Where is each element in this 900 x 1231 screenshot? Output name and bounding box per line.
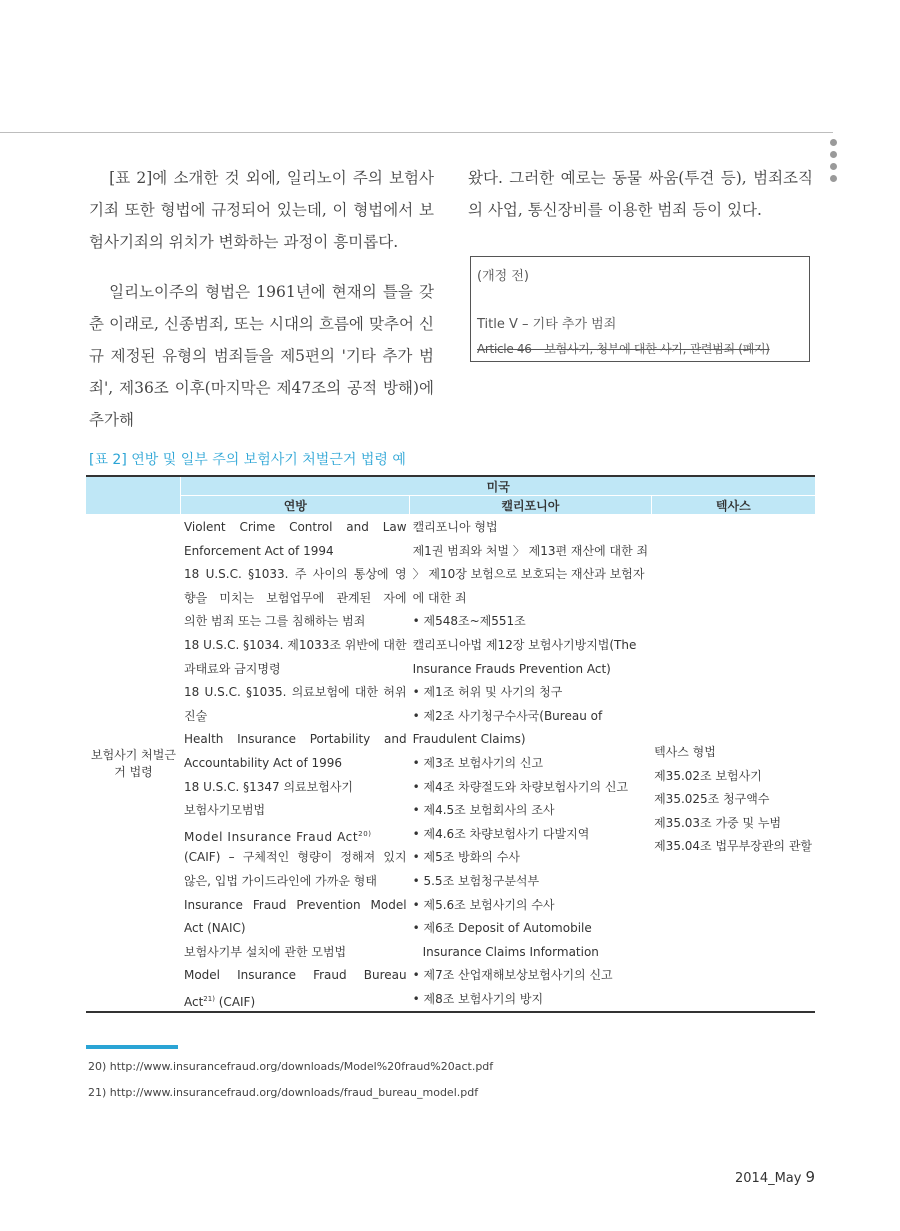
federal-line-sup [184, 823, 407, 847]
federal-line: Act (NAIC) [183, 921, 246, 936]
federal-line: Violent Crime Control and Law [183, 520, 407, 534]
california-line: 캘리포니아 형법 [412, 520, 498, 534]
page-footer [735, 1168, 815, 1186]
right-paragraph-1: 왔다. 그러한 예로는 동물 싸움(투견 등), 범죄조직의 사업, 통신장비를 이용한 범죄 등이 있다. [468, 169, 813, 219]
california-line: • 제4.5조 보험회사의 조사 [412, 803, 555, 818]
issue-label: 2014_May [735, 1171, 802, 1186]
statute-table [86, 475, 815, 1013]
dot-icon [830, 139, 837, 146]
federal-cell [181, 514, 410, 1012]
federal-line: Insurance Fraud Prevention Model [183, 897, 407, 912]
texas-line: 제35.025조 청구액수 [654, 792, 770, 807]
california-line: • 제4조 차량절도와 차량보험사기의 신고 [412, 779, 629, 794]
federal-line: 18 U.S.C. §1035. 의료보험에 대한 허위 [183, 685, 407, 700]
california-line: 캘리포니아법 제12장 보험사기방지법(The [412, 637, 637, 652]
federal-line: Health Insurance Portability and [183, 732, 407, 747]
federal-line: 보험사기모범법 [183, 803, 266, 818]
california-line: • 제6조 Deposit of Automobile [412, 921, 592, 936]
california-line: • 제548조~제551조 [412, 614, 526, 629]
texas-line: 제35.04조 법무부장관의 관할 [654, 839, 812, 854]
revision-box-line2-struck: Article 46 – 보험사기, 청부에 대한 사기, 관련범죄 (폐지) [477, 342, 770, 356]
left-column [89, 162, 434, 436]
footnote-21: 21) http://www.insurancefraud.org/downloads/fraud_bureau_model.pdf [88, 1086, 479, 1099]
left-paragraph-2: 일리노이주의 형법은 1961년에 현재의 틀을 갖춘 이래로, 신종범죄, 또는 시대의 흐름에 맞추어 신규 제정된 유형의 범죄들을 제5편의 '기타 추가 범죄', 제36조 이후(마지막은 제47조의 공적 방해)에 추가해 [89, 283, 434, 429]
california-line: • 5.5조 보험청구분석부 [412, 873, 540, 888]
california-cell [410, 514, 652, 1012]
california-line: • 제3조 보험사기의 신고 [412, 755, 544, 770]
federal-line: 않은, 입법 가이드라인에 가까운 형태 [183, 873, 377, 888]
dot-icon [830, 151, 837, 158]
dot-icon [830, 163, 837, 170]
page-number: 9 [805, 1168, 816, 1186]
california-line: • 제5조 방화의 수사 [412, 850, 520, 865]
federal-line: Model Insurance Fraud Bureau [183, 968, 407, 983]
texas-line: 텍사스 형법 [654, 745, 716, 759]
federal-line-sup [184, 988, 407, 1012]
california-line: 에 대한 죄 [412, 590, 467, 605]
california-line: Insurance Frauds Prevention Act) [412, 661, 611, 676]
federal-line: 18 U.S.C. §1033. 주 사이의 통상에 영 [183, 567, 407, 582]
footnote-ref-20: 20) [358, 829, 372, 838]
federal-line: 진술 [183, 708, 208, 723]
revision-box-title: (개정 전) [477, 269, 529, 284]
federal-line: 18 U.S.C. §1034. 제1033조 위반에 대한 [183, 637, 407, 652]
header-texas: 텍사스 [651, 496, 815, 515]
revision-box [470, 256, 810, 362]
table-caption: [표 2] 연방 및 일부 주의 보험사기 처벌근거 법령 예 [89, 452, 406, 468]
california-line: • 제2조 사기청구수사국(Bureau of [412, 708, 603, 723]
header-california: 캘리포니아 [410, 496, 652, 515]
california-line: • 제4.6조 차량보험사기 다발지역 [412, 826, 590, 841]
header-usa: 미국 [181, 476, 815, 496]
federal-line: 의한 범죄 또는 그를 침해하는 범죄 [183, 614, 366, 629]
footnote-20: 20) http://www.insurancefraud.org/downloads/Model%20fraud%20act.pdf [88, 1060, 494, 1073]
footnote-rule [86, 1045, 178, 1049]
california-line: 〉 제10장 보험으로 보호되는 재산과 보험자 [412, 567, 645, 582]
header-federal: 연방 [181, 496, 410, 515]
header-rule [0, 132, 833, 133]
federal-line-text: Model Insurance Fraud Act [183, 829, 359, 844]
federal-line: 과태료와 금지명령 [183, 661, 281, 676]
footnote-ref-21: 21) [203, 994, 215, 1003]
right-column [468, 162, 813, 226]
california-line: • 제5.6조 보험사기의 수사 [412, 897, 555, 912]
texas-line: 제35.03조 가중 및 누범 [654, 815, 782, 830]
federal-line: Accountability Act of 1996 [183, 755, 343, 770]
federal-line: 18 U.S.C. §1347 의료보험사기 [183, 779, 354, 794]
left-paragraph-1: [표 2]에 소개한 것 외에, 일리노이 주의 보험사기죄 또한 형법에 규정되어 있는데, 이 형법에서 보험사기죄의 위치가 변화하는 과정이 흥미롭다. [89, 169, 434, 251]
revision-box-line1: Title V – 기타 추가 범죄 [477, 317, 617, 332]
federal-line: Enforcement Act of 1994 [183, 543, 334, 558]
header-blank [86, 476, 181, 514]
federal-line: 보험사기부 설치에 관한 모범법 [183, 944, 347, 959]
california-line: Fraudulent Claims) [412, 732, 526, 747]
texas-line: 제35.02조 보험사기 [654, 768, 762, 783]
federal-line: 향을 미치는 보험업무에 관계된 자에 [183, 590, 407, 605]
california-line: 제1권 범죄와 처벌 〉 제13편 재산에 대한 죄 [412, 543, 649, 558]
california-line: • 제8조 보험사기의 방지 [412, 991, 544, 1006]
texas-cell [651, 514, 815, 1012]
california-line: • 제7조 산업재해보상보험사기의 신고 [412, 968, 613, 983]
california-line: Insurance Claims Information [422, 944, 599, 959]
federal-line-text: Act [183, 994, 204, 1009]
federal-line: (CAIF) – 구체적인 형량이 정해져 있지 [183, 850, 407, 865]
dot-icon [830, 175, 837, 182]
california-line: • 제1조 허위 및 사기의 청구 [412, 685, 563, 700]
decorative-dots [829, 139, 839, 187]
federal-line-suffix: (CAIF) [214, 994, 256, 1009]
row-label: 보험사기 처벌근거 법령 [86, 514, 181, 1012]
